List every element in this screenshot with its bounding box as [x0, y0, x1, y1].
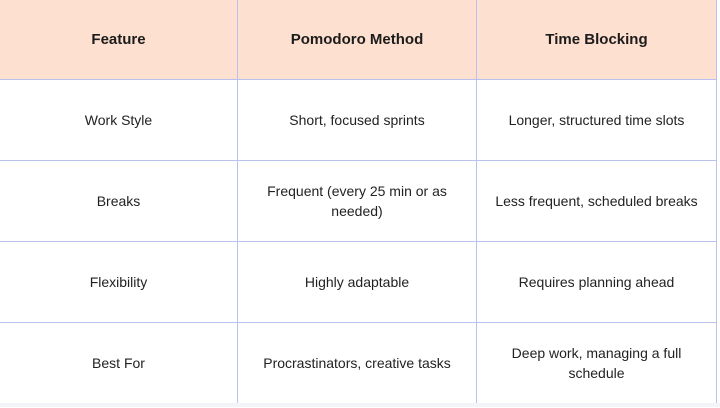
table-row	[0, 80, 717, 161]
table-row	[0, 323, 717, 404]
cell-time-blocking: Deep work, managing a full schedule	[477, 323, 717, 404]
cell-feature: Work Style	[0, 80, 238, 161]
table-row	[0, 242, 717, 323]
cell-time-blocking: Longer, structured time slots	[477, 80, 717, 161]
cell-time-blocking: Requires planning ahead	[477, 242, 717, 323]
cell-pomodoro: Short, focused sprints	[238, 80, 477, 161]
cell-pomodoro: Highly adaptable	[238, 242, 477, 323]
header-time-blocking: Time Blocking	[477, 0, 717, 80]
table-header-row	[0, 0, 717, 80]
table-row	[0, 161, 717, 242]
cell-feature: Best For	[0, 323, 238, 404]
header-feature: Feature	[0, 0, 238, 80]
header-pomodoro-method: Pomodoro Method	[238, 0, 477, 80]
cell-feature: Breaks	[0, 161, 238, 242]
cell-feature: Flexibility	[0, 242, 238, 323]
bottom-divider	[0, 403, 720, 407]
cell-pomodoro: Frequent (every 25 min or as needed)	[238, 161, 477, 242]
cell-pomodoro: Procrastinators, creative tasks	[238, 323, 477, 404]
cell-time-blocking: Less frequent, scheduled breaks	[477, 161, 717, 242]
